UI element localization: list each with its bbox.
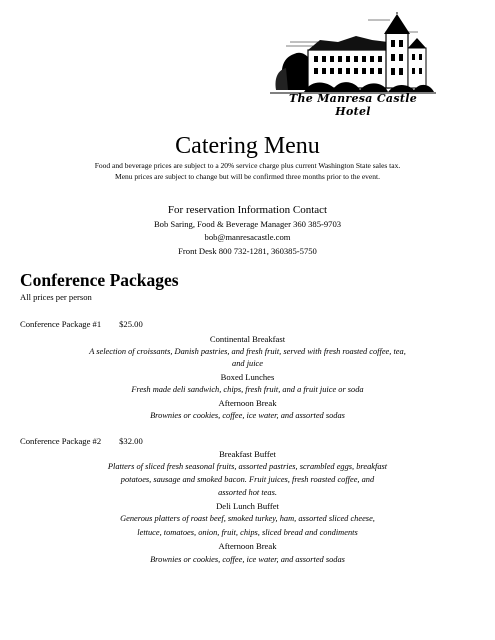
menu-item-description: Brownies or cookies, coffee, ice water, and assorted sodas [150, 411, 345, 420]
menu-item-description: Platters of sliced fresh seasonal fruits, assorted pastries, scrambled eggs, breakfast [107, 462, 388, 471]
menu-item-description: Brownies or cookies, coffee, ice water, and assorted sodas [150, 555, 345, 564]
menu-item-title: Boxed Lunches [220, 372, 275, 382]
menu-item-title: Afternoon Break [218, 398, 277, 408]
menu-item-description: lettuce, tomatoes, onion, fruit, chips, sliced bread and condiments [137, 528, 358, 537]
castle-illustration-icon [268, 12, 438, 94]
contact-front-desk: Front Desk 800 732-1281, 360385-5750 [178, 246, 317, 256]
menu-item-description: and juice [232, 359, 263, 368]
menu-item-description: assorted hot teas. [218, 488, 277, 497]
package-name: Conference Package #2 [20, 436, 102, 446]
package-heading [20, 436, 143, 446]
package-heading [20, 319, 143, 329]
menu-item-description: potatoes, sausage and smoked bacon. Fruit juices, fresh roasted coffee, and [120, 475, 375, 484]
contact-manager: Bob Saring, Food & Beverage Manager 360 385-9703 [153, 219, 342, 229]
menu-item-description: Fresh made deli sandwich, chips, fresh fruit, and a fruit juice or soda [131, 385, 364, 394]
menu-item-description: Generous platters of roast beef, smoked turkey, ham, assorted sliced cheese, [120, 514, 375, 523]
section-title: Conference Packages [20, 270, 179, 290]
package-price: $32.00 [119, 436, 143, 446]
menu-item-title: Deli Lunch Buffet [216, 501, 279, 511]
package-name: Conference Package #1 [20, 319, 102, 329]
logo-caption: The Manresa Castle Hotel [289, 92, 417, 118]
menu-item-title: Breakfast Buffet [219, 449, 276, 459]
package-price: $25.00 [119, 319, 143, 329]
menu-item-title: Afternoon Break [218, 541, 277, 551]
section-subtitle: All prices per person [20, 292, 92, 302]
menu-item-title: Continental Breakfast [209, 334, 286, 344]
page-title: Catering Menu [175, 133, 320, 159]
menu-item-description: A selection of croissants, Danish pastries, and fresh fruit, served with fresh roasted coffee, tea, [89, 347, 406, 356]
contact-heading: For reservation Information Contact [167, 204, 328, 216]
pricing-notice: Food and beverage prices are subject to a 20% service charge plus current Washington State sales tax. [94, 161, 401, 170]
pricing-notice: Menu prices are subject to change but will be confirmed three months prior to the event. [115, 172, 380, 181]
contact-email: bob@manresacastle.com [204, 232, 291, 242]
